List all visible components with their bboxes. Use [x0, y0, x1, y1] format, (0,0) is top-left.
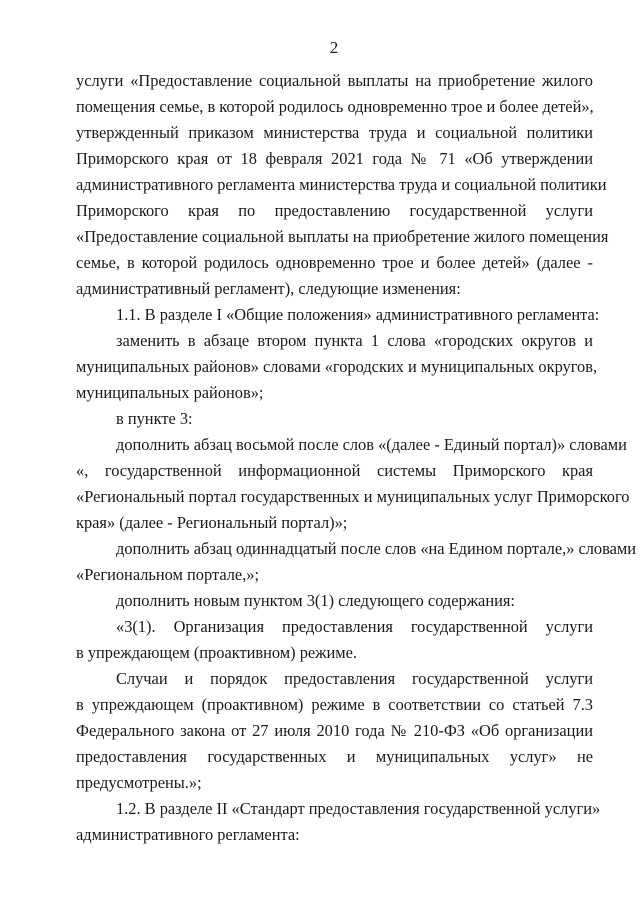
text-line: предусмотрены.»; — [76, 773, 202, 792]
text-line: административного регламента: — [76, 825, 300, 844]
page-number: 2 — [329, 38, 339, 57]
text-line: 1.2. В разделе II «Стандарт предоставления государственной услуги» — [116, 799, 601, 818]
text-line: семье, в которой родилось одновременно трое и более детей» (далее - — [76, 253, 593, 272]
text-line: Федерального закона от 27 июля 2010 года № 210-ФЗ «Об организации — [76, 721, 593, 740]
text-line: муниципальных районов»; — [76, 383, 264, 402]
text-line: услуги «Предоставление социальной выплаты на приобретение жилого — [76, 71, 593, 90]
text-line: предоставления государственных и муниципальных услуг» не — [76, 747, 593, 766]
text-line: «Региональном портале,»; — [76, 565, 260, 584]
text-line: «3(1). Организация предоставления государственной услуги — [116, 617, 593, 636]
text-line: помещения семье, в которой родилось одновременно трое и более детей», — [76, 97, 594, 116]
text-line: дополнить абзац одиннадцатый после слов «на Едином портале,» словами — [116, 539, 637, 558]
text-line: дополнить абзац восьмой после слов «(далее - Единый портал)» словами — [116, 435, 627, 454]
text-line: «Региональный портал государственных и муниципальных услуг Приморского — [76, 487, 630, 506]
text-line: дополнить новым пунктом 3(1) следующего содержания: — [116, 591, 515, 610]
text-line: в упреждающем (проактивном) режиме. — [76, 643, 358, 662]
text-line: «Предоставление социальной выплаты на приобретение жилого помещения — [76, 227, 609, 246]
text-line: Приморского края по предоставлению государственной услуги — [76, 201, 593, 220]
text-line: в упреждающем (проактивном) режиме в соответствии со статьей 7.3 — [76, 695, 593, 714]
text-line: края» (далее - Региональный портал)»; — [76, 513, 348, 532]
text-line: в пункте 3: — [116, 409, 193, 428]
text-line: заменить в абзаце втором пункта 1 слова «городских округов и — [116, 331, 593, 350]
text-line: муниципальных районов» словами «городских и муниципальных округов, — [76, 357, 598, 376]
text-line: Приморского края от 18 февраля 2021 года № 71 «Об утверждении — [76, 149, 593, 168]
text-line: административного регламента министерства труда и социальной политики — [76, 175, 607, 194]
text-line: административный регламент), следующие изменения: — [76, 279, 461, 298]
text-line: «, государственной информационной системы Приморского края — [76, 461, 593, 480]
text-line: 1.1. В разделе I «Общие положения» административного регламента: — [116, 305, 600, 324]
text-line: Случаи и порядок предоставления государственной услуги — [116, 669, 593, 688]
text-line: утвержденный приказом министерства труда и социальной политики — [76, 123, 593, 142]
